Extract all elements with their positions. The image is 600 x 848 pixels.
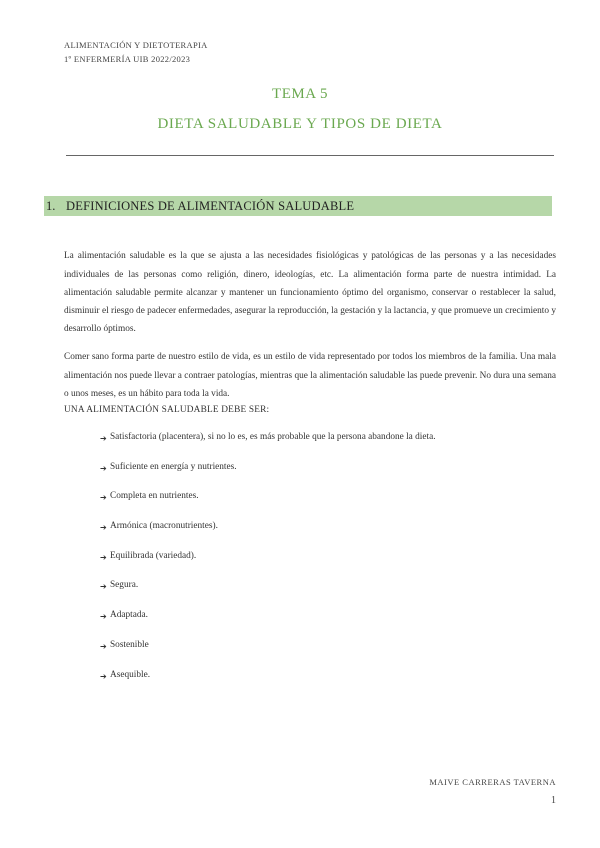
arrow-icon: ➔ [100,523,107,533]
list-item-text: Sostenible [110,639,149,650]
list-item [100,580,436,610]
list-item-text: Segura. [110,580,139,591]
arrow-icon: ➔ [100,582,107,592]
arrow-icon: ➔ [100,641,107,651]
list-lead: UNA ALIMENTACIÓN SALUDABLE DEBE SER: [64,405,270,415]
list-item [100,670,436,700]
title-divider [66,155,554,156]
author-name: MAIVE CARRERAS TAVERNA [429,777,556,787]
list-item [100,521,436,551]
list-item-text: Asequible. [110,669,151,680]
list-item-text: Armónica (macronutrientes). [110,521,218,532]
list-item [100,462,436,492]
list-item [100,551,436,581]
list-item-text: Suficiente en energía y nutrientes. [110,461,237,472]
arrow-icon: ➔ [100,434,107,443]
section-number: 1. [46,198,56,213]
list-item [100,432,436,462]
course-year: 1º ENFERMERÍA UIB 2022/2023 [64,54,191,64]
list-item-text: Satisfactoria (placentera), si no lo es, es más probable que la persona abandone la dieta. [110,432,436,442]
document-header [64,38,208,66]
arrow-icon: ➔ [100,552,107,562]
arrow-icon: ➔ [100,671,107,681]
requirements-list [100,432,436,699]
arrow-icon: ➔ [100,612,107,622]
page-number: 1 [551,795,556,806]
section-heading [44,196,552,216]
list-item [100,610,436,640]
arrow-icon: ➔ [100,463,107,473]
paragraph-definition: La alimentación saludable es la que se ajusta a las necesidades fisiológicas y patológicas de las personas y a las necesidades individuales de las personas como religión, dinero, ideologías, etc. La alimentación forma parte de nuestra intimidad. La alimentación saludable permite alcanzar y mantener un funcionamiento óptimo del organismo, conservar o restablecer la salud, disminuir el riesgo de padecer enfermedades, asegurar la reproducción, la gestación y la lactancia, y que promueve un crecimiento y desarrollo óptimos. [64,251,557,335]
list-item-text: Adaptada. [110,610,148,621]
paragraph-lifestyle: Comer sano forma parte de nuestro estilo de vida, es un estilo de vida representado por todos los miembros de la familia. Una mala alimentación nos puede llevar a contraer patologías, mientras que la alimentación saludable las puede prevenir. No dura una semana o unos meses, es un hábito para toda la vida. [64,352,556,399]
list-item [100,640,436,670]
list-item [100,491,436,521]
section-heading-text: DEFINICIONES DE ALIMENTACIÓN SALUDABLE [66,198,355,213]
topic-title: DIETA SALUDABLE Y TIPOS DE DIETA [157,116,443,132]
list-item-text: Completa en nutrientes. [110,491,199,502]
course-name: ALIMENTACIÓN Y DIETOTERAPIA [64,40,208,50]
topic-number: TEMA 5 [272,86,328,102]
arrow-icon: ➔ [100,493,107,503]
list-item-text: Equilibrada (variedad). [110,550,197,561]
